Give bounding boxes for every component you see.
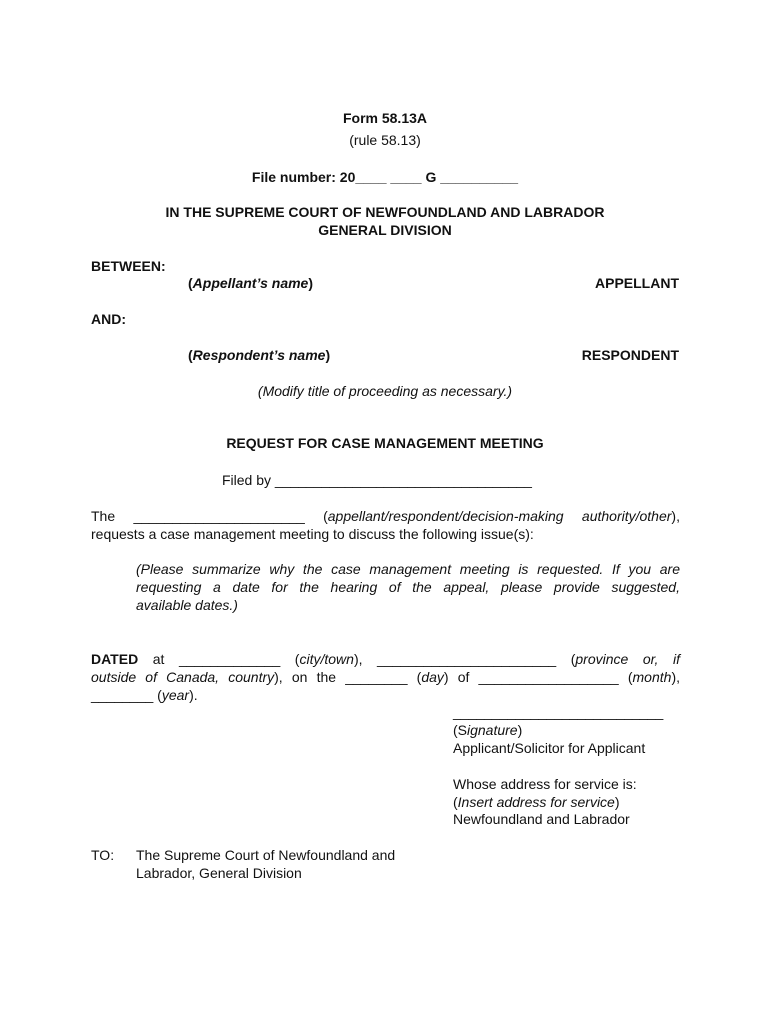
- between-label: BETWEEN:: [91, 258, 166, 274]
- address-placeholder: (Insert address for service): [453, 794, 620, 810]
- appellant-role: APPELLANT: [595, 275, 679, 291]
- respondent-name-field: (Respondent’s name): [188, 347, 331, 363]
- summary-line-1: (Please summarize why the case management meeting is requested. If you are: [136, 561, 680, 577]
- signature-label: (Signature): [453, 722, 523, 738]
- to-label: TO:: [91, 847, 115, 863]
- file-number: File number: 20____ ____ G __________: [251, 169, 519, 185]
- address-province: Newfoundland and Labrador: [453, 811, 630, 827]
- to-line-2: Labrador, General Division: [136, 865, 302, 881]
- signature-line: ___________________________: [453, 704, 664, 720]
- dated-paragraph: [91, 650, 680, 704]
- modify-note: (Modify title of proceeding as necessary.): [257, 383, 513, 399]
- court-name: IN THE SUPREME COURT OF NEWFOUNDLAND AND LABRADOR: [165, 204, 605, 220]
- signature-capacity: Applicant/Solicitor for Applicant: [453, 740, 646, 756]
- request-heading: REQUEST FOR CASE MANAGEMENT MEETING: [226, 435, 544, 451]
- address-intro: Whose address for service is:: [453, 776, 637, 792]
- summary-line-2: requesting a date for the hearing of the appeal, please provide suggested,: [136, 579, 680, 595]
- form-rule: (rule 58.13): [349, 132, 421, 148]
- to-line-1: The Supreme Court of Newfoundland and: [136, 847, 396, 863]
- form-title: Form 58.13A: [342, 110, 428, 126]
- appellant-name-field: (Appellant’s name): [188, 275, 314, 291]
- summary-instructions: [136, 560, 680, 614]
- the-line-2: requests a case management meeting to discuss the following issue(s):: [91, 526, 534, 542]
- dated-line-1: DATED at _____________ (city/town), _______________________ (province or, if: [91, 651, 680, 667]
- respondent-role: RESPONDENT: [581, 347, 679, 363]
- and-label: AND:: [91, 311, 126, 327]
- court-division: GENERAL DIVISION: [318, 222, 452, 238]
- summary-line-3: available dates.): [136, 597, 238, 613]
- filed-by: Filed by _________________________________: [222, 472, 532, 488]
- dated-line-2: outside of Canada, country), on the ________ (day) of __________________ (month),: [91, 669, 680, 685]
- the-paragraph: [91, 507, 680, 543]
- dated-line-3: ________ (year).: [91, 687, 198, 703]
- the-line-1: The ______________________ (appellant/respondent/decision-making authority/other),: [91, 508, 680, 524]
